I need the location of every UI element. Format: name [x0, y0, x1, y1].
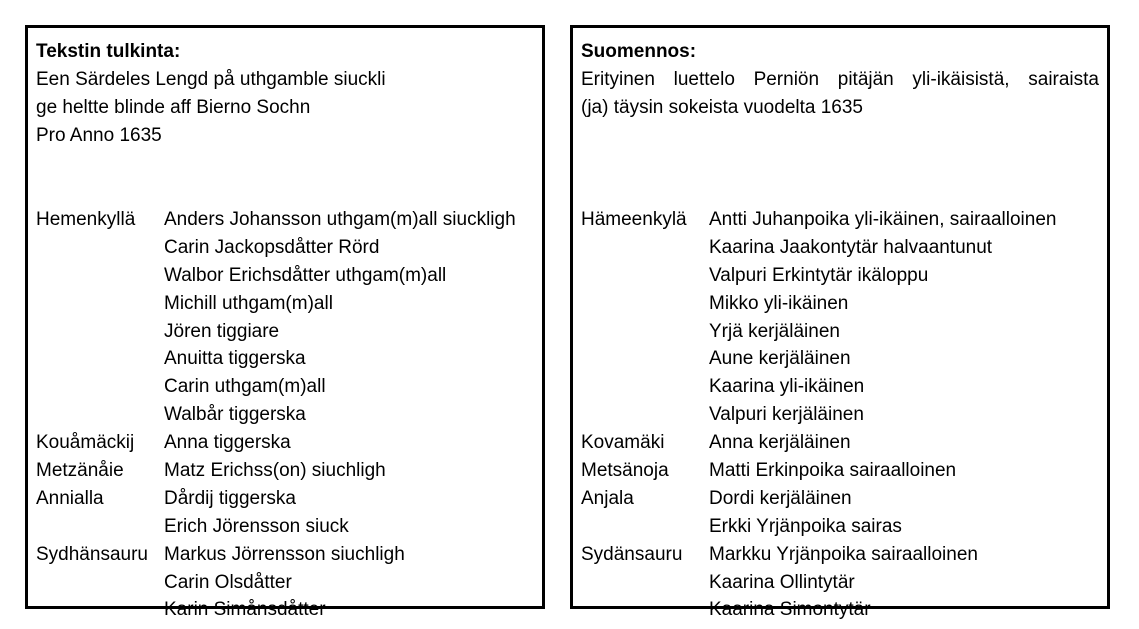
list-item	[36, 541, 534, 569]
list-item	[36, 457, 534, 485]
person-entry: Walbår tiggerska	[164, 404, 306, 426]
village-name: Metzänåie	[36, 460, 124, 482]
person-entry: Mikko yli-ikäinen	[709, 292, 849, 314]
person-entry: Valpuri Erkintytär ikäloppu	[709, 264, 929, 286]
person-entry: Matti Erkinpoika sairaalloinen	[709, 460, 957, 482]
intro-line: ge heltte blinde aff Bierno Sochn	[36, 97, 311, 118]
translation-intro	[581, 66, 1099, 178]
person-entry: Walbor Erichsdåtter uthgam(m)all	[164, 264, 447, 286]
person-entry: Kaarina Jaakontytär halvaantunut	[709, 236, 993, 258]
list-item	[581, 262, 1099, 290]
list-item	[581, 485, 1099, 513]
person-entry: Yrjä kerjäläinen	[709, 320, 840, 342]
person-entry: Carin Olsdåtter	[164, 571, 292, 593]
person-entry: Kaarina Simontytär	[709, 599, 871, 621]
translation-panel	[570, 25, 1110, 621]
village-name	[581, 373, 709, 401]
list-item	[36, 345, 534, 373]
list-item	[581, 401, 1099, 429]
list-item	[581, 373, 1099, 401]
village-name: Hämeenkylä	[581, 209, 687, 230]
person-entry: Dårdij tiggerska	[164, 487, 296, 509]
village-name	[36, 401, 164, 429]
village-name	[36, 373, 164, 401]
list-item	[36, 569, 534, 597]
person-entry: Carin Jackopsdåtter Rörd	[164, 236, 380, 258]
list-item	[36, 290, 534, 318]
person-entry: Markku Yrjänpoika sairaalloinen	[709, 543, 978, 565]
village-name: Sydhänsauru	[36, 543, 148, 565]
list-item	[581, 290, 1099, 318]
person-entry: Anna tiggerska	[164, 432, 291, 454]
person-entry: Aune kerjäläinen	[709, 348, 851, 370]
person-entry: Dordi kerjäläinen	[709, 487, 852, 509]
list-item	[36, 206, 534, 234]
village-name	[581, 401, 709, 429]
translation-list	[581, 206, 1099, 624]
village-name	[581, 513, 709, 541]
list-item	[36, 262, 534, 290]
list-item	[581, 596, 1099, 624]
village-name	[581, 345, 709, 373]
village-name: Sydänsauru	[581, 543, 683, 565]
list-item	[581, 457, 1099, 485]
person-entry: Jören tiggiare	[164, 320, 280, 342]
person-entry: Karin Simånsdåtter	[164, 599, 326, 621]
list-item	[36, 318, 534, 346]
person-entry: Anders Johansson uthgam(m)all siuckligh	[164, 209, 516, 230]
person-entry: Antti Juhanpoika yli-ikäinen, sairaalloinen	[709, 209, 1057, 230]
transcription-panel	[25, 25, 545, 621]
list-item	[36, 373, 534, 401]
person-entry: Michill uthgam(m)all	[164, 292, 333, 314]
village-name	[581, 569, 709, 597]
list-item	[581, 569, 1099, 597]
list-item	[36, 401, 534, 429]
list-item	[36, 429, 534, 457]
list-item	[581, 513, 1099, 541]
transcription-heading: Tekstin tulkinta:	[36, 41, 181, 62]
village-name: Hemenkyllä	[36, 209, 136, 230]
village-name	[36, 318, 164, 346]
list-item	[36, 513, 534, 541]
person-entry: Anna kerjäläinen	[709, 432, 851, 454]
village-name	[581, 318, 709, 346]
list-item	[36, 234, 534, 262]
village-name	[36, 262, 164, 290]
intro-line: Erityinen luettelo Perniön pitäjän yli-ikäisistä, sairaista	[581, 69, 1099, 90]
village-name	[581, 290, 709, 318]
transcription-intro	[36, 66, 534, 178]
intro-line: Pro Anno 1635	[36, 125, 162, 146]
village-name	[36, 513, 164, 541]
list-item	[581, 345, 1099, 373]
person-entry: Erkki Yrjänpoika sairas	[709, 515, 902, 537]
transcription-list	[36, 206, 534, 624]
village-name: Anjala	[581, 487, 634, 509]
village-name: Kouåmäckij	[36, 432, 135, 454]
list-item	[581, 541, 1099, 569]
intro-line: (ja) täysin sokeista vuodelta 1635	[581, 97, 863, 118]
person-entry: Valpuri kerjäläinen	[709, 404, 864, 426]
village-name	[36, 569, 164, 597]
person-entry: Erich Jörensson siuck	[164, 515, 349, 537]
list-item	[36, 485, 534, 513]
person-entry: Kaarina yli-ikäinen	[709, 376, 865, 398]
person-entry: Kaarina Ollintytär	[709, 571, 855, 593]
village-name	[36, 234, 164, 262]
village-name	[581, 262, 709, 290]
person-entry: Carin uthgam(m)all	[164, 376, 326, 398]
list-item	[581, 318, 1099, 346]
person-entry: Matz Erichss(on) siuchligh	[164, 460, 386, 482]
village-name	[36, 596, 164, 624]
village-name	[36, 290, 164, 318]
translation-heading: Suomennos:	[581, 41, 697, 62]
village-name: Metsänoja	[581, 460, 669, 482]
person-entry: Anuitta tiggerska	[164, 348, 306, 370]
list-item	[36, 596, 534, 624]
village-name	[581, 596, 709, 624]
list-item	[581, 206, 1099, 234]
intro-line: Een Särdeles Lengd på uthgamble siuckli	[36, 69, 386, 90]
village-name	[581, 234, 709, 262]
village-name: Annialla	[36, 487, 104, 509]
person-entry: Markus Jörrensson siuchligh	[164, 543, 405, 565]
list-item	[581, 234, 1099, 262]
village-name: Kovamäki	[581, 432, 665, 454]
list-item	[581, 429, 1099, 457]
village-name	[36, 345, 164, 373]
